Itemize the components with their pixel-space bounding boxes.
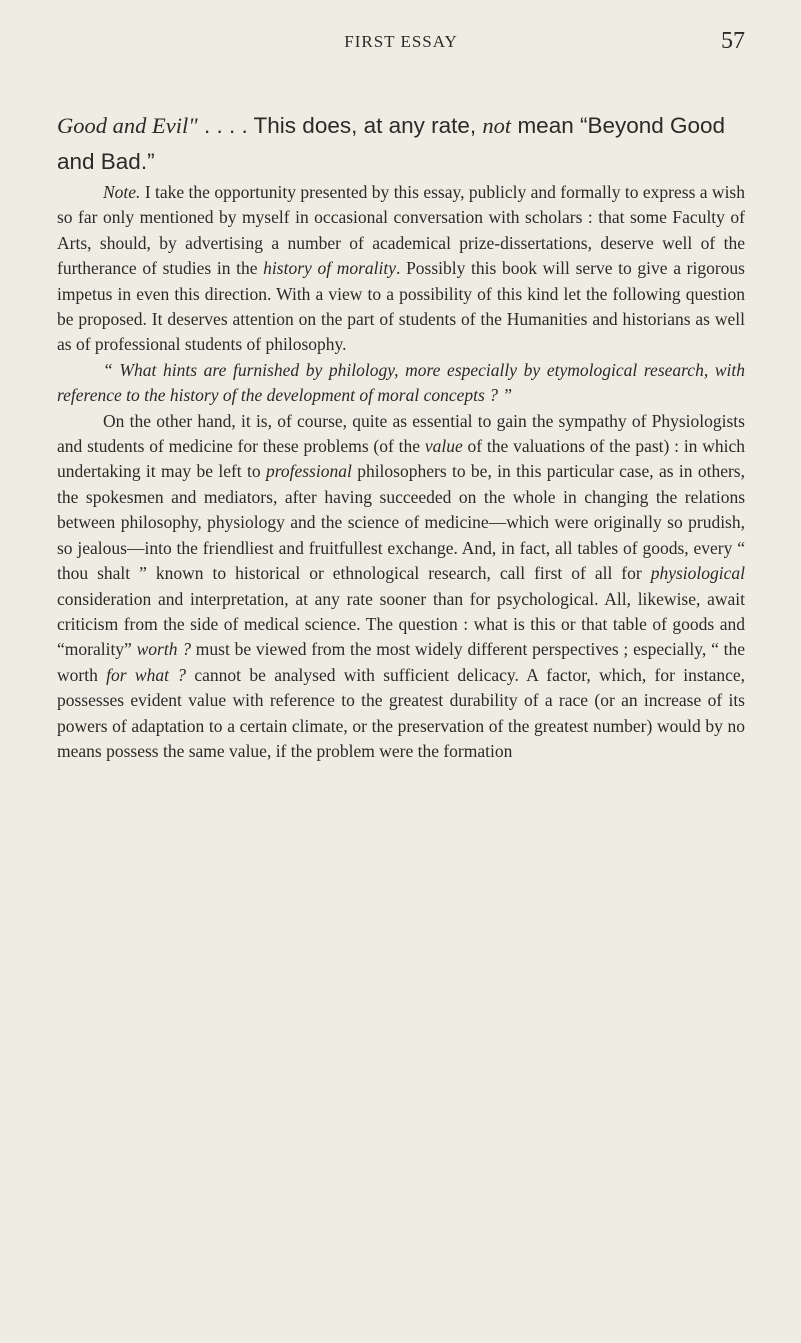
running-title: FIRST ESSAY [344, 32, 458, 51]
note-text-2d: consideration and interpretation, at any rate sooner than for psychological. All, likewise, await criticism from the side of medical science. The question : what is this or that table of goods and “morality” [57, 588, 745, 660]
closing-text-start: This does, at any rate, [253, 113, 483, 138]
emphasis-professional: professional [265, 461, 352, 482]
note-text-1b: . Possibly this book will serve to give a rigorous impetus in even this direction. With a view to a possibility of this kind let the following question be proposed. It deserves attention on the part of students of the Humanities and historians as well as of professional students of philosophy. [57, 258, 745, 355]
note-text-2b: of the valuations of the past) : in which undertaking it may be left to [57, 436, 746, 482]
closing-line [57, 108, 745, 180]
note-text-1a: I take the opportunity presented by this essay, publicly and formally to express a wish so far only mentioned by myself in occasional conversation with scholars : that some Faculty of Arts, should, by advertising a number of academical prize-dissertations, deserve well of the furtherance of studies in the [57, 182, 745, 279]
note-label: Note. [103, 182, 141, 202]
prize-question-text: “ What hints are furnished by philology, more especially by etymological research, with reference to the history of the development of moral concepts ? ” [57, 359, 745, 406]
quoted-title: Good and Evil" [57, 113, 198, 138]
page-number: 57 [721, 28, 745, 54]
running-head [57, 24, 745, 54]
prize-question [57, 358, 745, 409]
emphasis-history-of-morality: history of morality [263, 258, 397, 279]
closing-text-end: mean “Beyond Good and Bad.” [57, 113, 726, 174]
emphasis-physiological: physiological [650, 563, 745, 584]
note-paragraph-2 [57, 409, 745, 765]
emphasis-not: not [482, 113, 512, 138]
emphasis-value: value [424, 436, 463, 457]
note-section [57, 180, 745, 764]
note-paragraph-1 [57, 180, 745, 358]
emphasis-for-what: for what ? [106, 664, 187, 685]
note-text-2e: must be viewed from the most widely different perspectives ; especially, “ the worth [57, 639, 746, 685]
note-text-2c: philosophers to be, in this particular case, as in others, the spokesmen and mediators, after having succeeded on the whole in changing the relations between philosophy, physiology and the science of medicine—which were originally so prudish, so jealous—into the friendliest and fruitfullest exchange. And, in fact, all tables of goods, every “ thou shalt ” known to historical or ethnological research, call first of all for [57, 461, 745, 584]
note-text-2f: cannot be analysed with sufficient delicacy. A factor, which, for instance, possesses evident value with reference to the greatest durability of a race (or an increase of its powers of adaptation to a certain climate, or the preservation of the greatest number) would by no means possess the same value, if the problem were the formation [57, 664, 746, 761]
emphasis-worth: worth ? [136, 639, 192, 660]
ellipsis: . . . . [197, 113, 254, 138]
note-text-2a: On the other hand, it is, of course, quite as essential to gain the sympathy of Physiologists and students of medicine for these problems (of the [57, 410, 745, 457]
